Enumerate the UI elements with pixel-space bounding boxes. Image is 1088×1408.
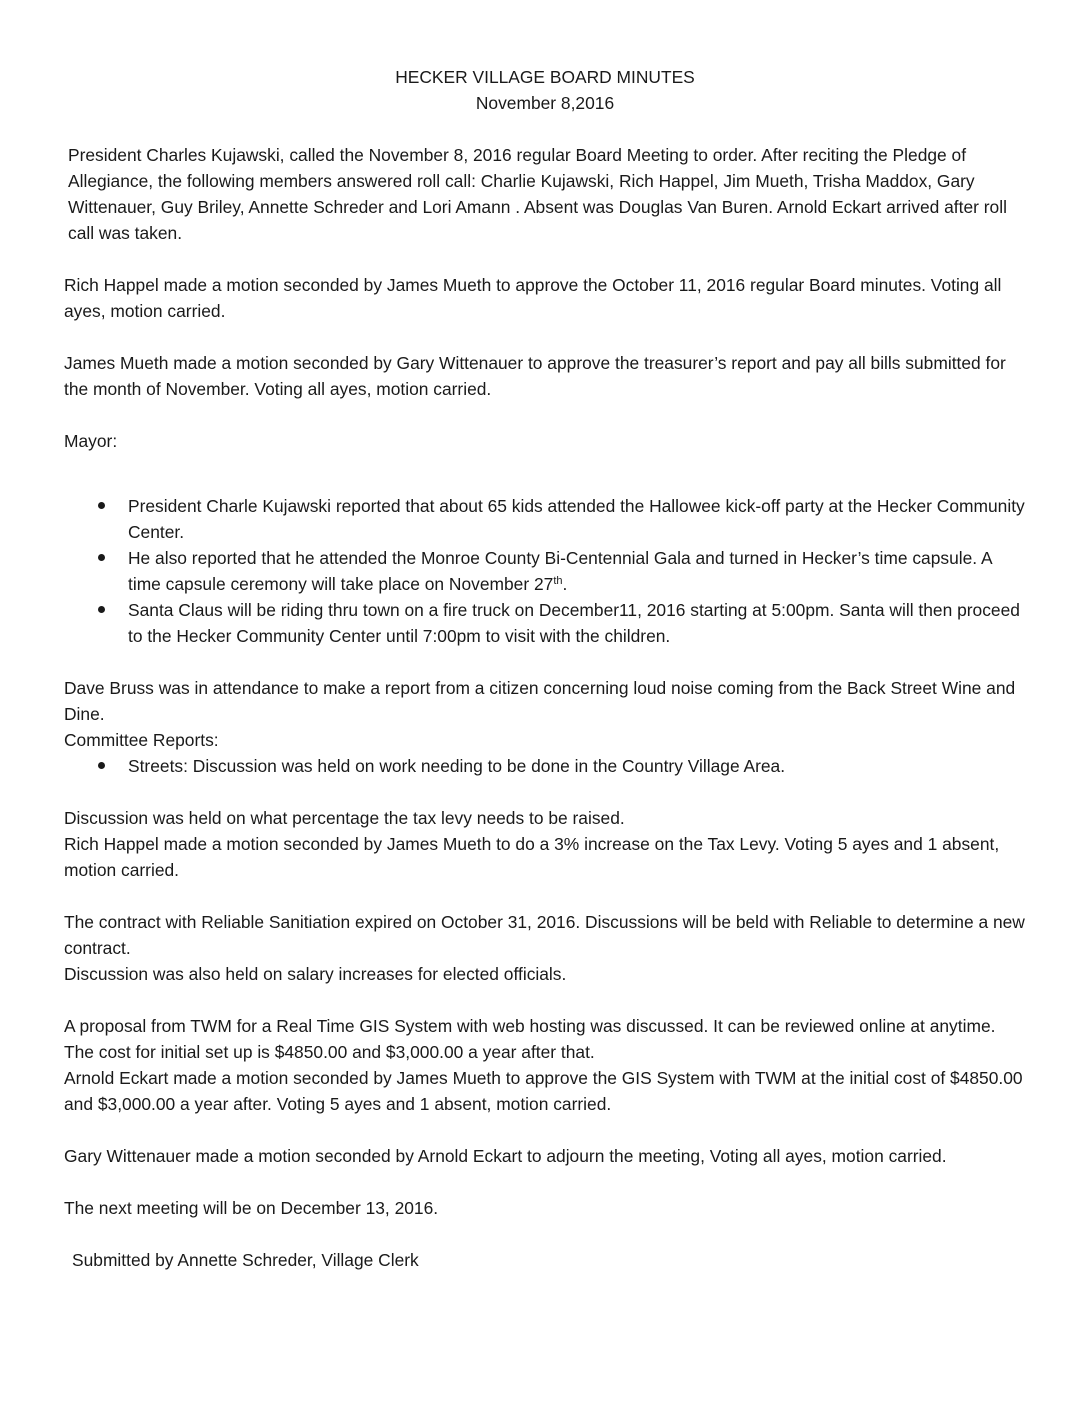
treasurer-motion-paragraph: James Mueth made a motion seconded by Gary Wittenauer to approve the treasurer’s report and pay all bills submitted for the month of November. Voting all ayes, motion carried. bbox=[64, 353, 1006, 399]
submitted-by: Submitted by Annette Schreder, Village Clerk bbox=[72, 1250, 419, 1270]
list-item-text-end: . bbox=[562, 574, 568, 594]
document-header bbox=[64, 64, 1026, 116]
gis-motion-paragraph: Arnold Eckart made a motion seconded by James Mueth to approve the GIS System with TWM at the initial cost of $4850.00 and $3,000.00 a year after. Voting 5 ayes and 1 absent, motion carried. bbox=[64, 1068, 1023, 1114]
list-item bbox=[64, 753, 1026, 779]
bullet-icon bbox=[98, 762, 105, 769]
adjourn-paragraph: Gary Wittenauer made a motion seconded by Arnold Eckart to adjourn the meeting, Voting all ayes, motion carried. bbox=[64, 1146, 947, 1166]
mayor-heading: Mayor: bbox=[64, 431, 118, 451]
gis-proposal-paragraph: A proposal from TWM for a Real Time GIS System with web hosting was discussed. It can be reviewed online at anytime. The cost for initial set up is $4850.00 and $3,000.00 a year after that. bbox=[64, 1016, 996, 1062]
roll-call-paragraph: President Charles Kujawski, called the November 8, 2016 regular Board Meeting to order. After reciting the Pledge of Allegiance, the following members answered roll call: Charlie Kujawski, Rich Happel, Jim Mueth, Trisha Maddox, Gary Wittenauer, Guy Briley, Annette Schreder and Lori Amann . Absent was Douglas Van Buren. Arnold Eckart arrived after roll call was taken. bbox=[68, 145, 1007, 243]
list-item bbox=[64, 597, 1026, 649]
list-item-text: Santa Claus will be riding thru town on a fire truck on December11, 2016 starting at 5:00pm. Santa will then proceed to the Hecker Community Center until 7:00pm to visit with the children. bbox=[128, 600, 1020, 646]
sanitation-paragraph: The contract with Reliable Sanitiation expired on October 31, 2016. Discussions will be beld with Reliable to determine a new contract. bbox=[64, 912, 1025, 958]
document-date: November 8,2016 bbox=[475, 93, 615, 113]
bullet-icon bbox=[98, 502, 105, 509]
mayor-report-list bbox=[64, 493, 1026, 649]
bullet-icon bbox=[98, 606, 105, 613]
committee-report-list bbox=[64, 753, 1026, 779]
tax-discussion-paragraph: Discussion was held on what percentage the tax levy needs to be raised. bbox=[64, 808, 625, 828]
tax-motion-paragraph: Rich Happel made a motion seconded by James Mueth to do a 3% increase on the Tax Levy. Voting 5 ayes and 1 absent, motion carried. bbox=[64, 834, 1000, 880]
next-meeting-paragraph: The next meeting will be on December 13, 2016. bbox=[64, 1198, 439, 1218]
bullet-icon bbox=[98, 554, 105, 561]
minutes-motion-paragraph: Rich Happel made a motion seconded by James Mueth to approve the October 11, 2016 regular Board minutes. Voting all ayes, motion carried. bbox=[64, 275, 1002, 321]
list-item bbox=[64, 493, 1026, 545]
list-item bbox=[64, 545, 1026, 597]
list-item-text: Streets: Discussion was held on work needing to be done in the Country Village Area. bbox=[128, 756, 786, 776]
ordinal-superscript: th bbox=[553, 575, 563, 587]
minutes-body bbox=[64, 64, 1026, 1299]
salary-paragraph: Discussion was also held on salary increases for elected officials. bbox=[64, 964, 567, 984]
list-item-text: President Charle Kujawski reported that about 65 kids attended the Hallowee kick-off party at the Hecker Community Center. bbox=[128, 496, 1025, 542]
committee-heading: Committee Reports: bbox=[64, 730, 219, 750]
document-title: HECKER VILLAGE BOARD MINUTES bbox=[395, 67, 695, 87]
dave-bruss-paragraph: Dave Bruss was in attendance to make a report from a citizen concerning loud noise coming from the Back Street Wine and Dine. bbox=[64, 678, 1016, 724]
list-item-text: He also reported that he attended the Monroe County Bi-Centennial Gala and turned in Hecker’s time capsule. A time capsule ceremony will take place on November 27 bbox=[128, 548, 992, 594]
